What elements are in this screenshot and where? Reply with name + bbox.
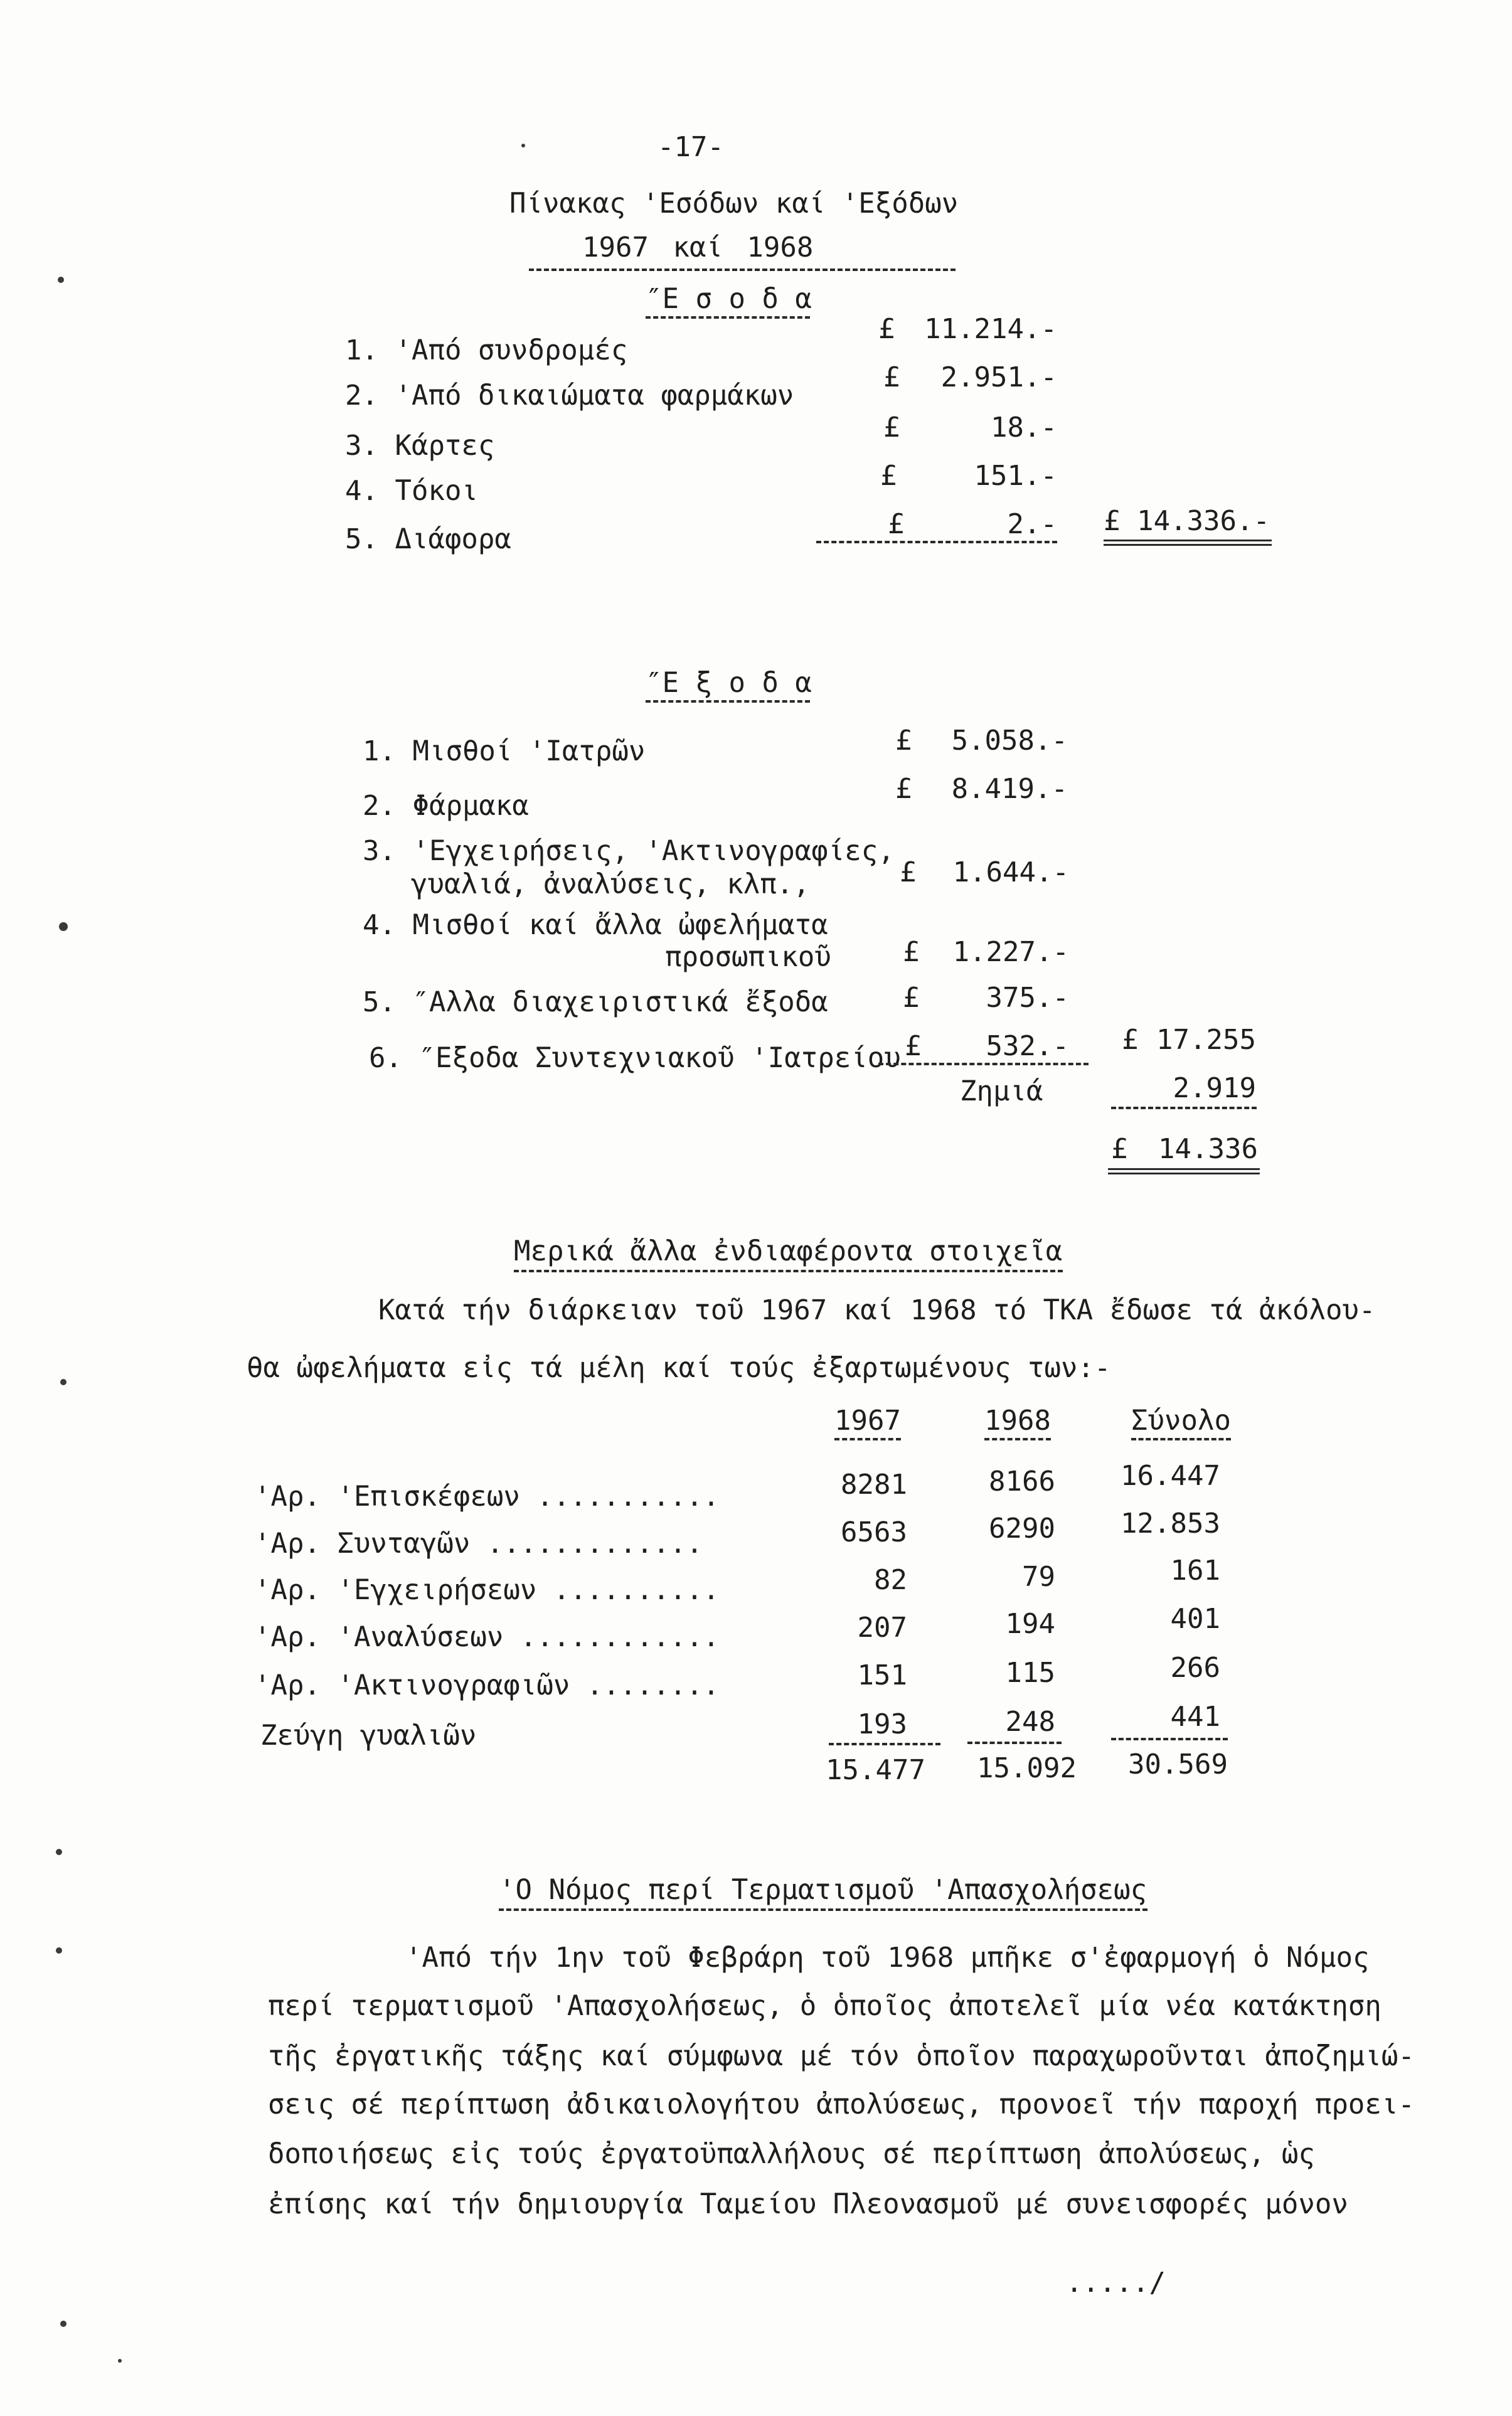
scan-speck [60, 2321, 67, 2327]
expense-item-label: 1. Μισθοί 'Ιατρῶν [363, 735, 646, 767]
expense-item-amount [903, 982, 1069, 1014]
income-items-underline [816, 541, 1057, 543]
table-cell: 194 [1005, 1608, 1055, 1640]
years-heading: 1967 καί 1968 [582, 231, 814, 263]
amount-value: 5.058.- [951, 725, 1068, 757]
table-total-cell: 15.477 [826, 1754, 925, 1786]
currency-sign: £ [905, 1030, 922, 1062]
expense-item-label: 4. Μισθοί καί ἄλλα ὠφελήματα [363, 909, 828, 941]
scan-speck [56, 1849, 62, 1855]
income-item-label: 4. Τόκοι [345, 475, 478, 507]
table-cell: 207 [857, 1612, 907, 1644]
table-cell: 6290 [989, 1513, 1055, 1545]
table-title: Πίνακας 'Εσόδων καί 'Εξόδων [509, 188, 959, 220]
table-cell: 8166 [989, 1466, 1055, 1498]
currency-sign: £ [1122, 1024, 1139, 1056]
amount-value: 18.- [991, 412, 1057, 444]
income-item-label: 2. 'Από δικαιώματα φαρμάκων [345, 380, 794, 412]
table-cell: 401 [1170, 1603, 1220, 1635]
section-heading-underline [514, 1270, 1063, 1272]
currency-sign: £ [895, 773, 912, 805]
column-header-underline [834, 1438, 901, 1440]
table-row-label: 'Αρ. 'Επισκέφεων ........... [254, 1481, 720, 1513]
loss-underline [1111, 1107, 1257, 1109]
income-item-label: 3. Κάρτες [345, 430, 495, 462]
amount-value: 14.336 [1158, 1133, 1258, 1165]
income-total [1104, 506, 1270, 537]
section-heading-law: 'Ο Νόμος περί Τερματισμοῦ 'Απασχολήσεως [499, 1874, 1147, 1906]
expense-item-label: 6. ″Εξοδα Συντεχνιακοῦ 'Ιατρείου [369, 1042, 901, 1074]
expense-item-amount [895, 725, 1068, 757]
table-cell: 6563 [841, 1516, 907, 1548]
amount-value: 532.- [986, 1030, 1069, 1062]
table-sum-underline [967, 1742, 1062, 1744]
currency-sign: £ [1104, 505, 1121, 537]
table-cell: 79 [1022, 1561, 1055, 1593]
table-column-header: 1968 [984, 1405, 1051, 1437]
currency-sign: £ [895, 725, 912, 757]
section-heading-underline [499, 1908, 1147, 1911]
table-cell: 161 [1170, 1555, 1220, 1587]
amount-value: 1.227.- [952, 936, 1069, 968]
currency-sign: £ [903, 936, 920, 968]
amount-value: 2.- [1007, 508, 1057, 540]
expense-item-amount [905, 1031, 1069, 1062]
table-column-header: 1967 [834, 1405, 901, 1437]
column-header-underline [1131, 1438, 1231, 1440]
income-item-amount [883, 362, 1057, 393]
loss-label: Ζημιά [960, 1075, 1043, 1107]
table-cell: 248 [1005, 1706, 1055, 1738]
expense-item-amount [895, 774, 1068, 805]
paragraph-line: σεις σέ περίπτωση ἀδικαιολογήτου ἀπολύσεως, προνοεῖ τήν παροχή προει- [268, 2089, 1415, 2121]
continuation-mark: ...../ [1066, 2267, 1166, 2299]
table-cell: 16.447 [1121, 1460, 1220, 1492]
income-item-amount [888, 509, 1057, 540]
income-heading-underline [646, 316, 810, 319]
currency-sign: £ [1111, 1133, 1128, 1165]
scan-speck [521, 144, 525, 147]
income-item-amount [878, 314, 1057, 345]
expense-item-amount [900, 857, 1069, 888]
page-number: -17- [658, 131, 724, 163]
expenses-heading-underline [646, 700, 810, 703]
expenses-total [1111, 1134, 1258, 1165]
paragraph-line: δοποιήσεως εἰς τούς ἐργατοϋπαλλήλους σέ περίπτωση ἀπολύσεως, ὡς [268, 2138, 1315, 2170]
expenses-total-double-underline [1108, 1168, 1260, 1174]
income-total-double-underline [1104, 540, 1272, 546]
table-cell: 193 [857, 1708, 907, 1740]
amount-value: 151.- [974, 460, 1057, 492]
expense-item-label-continued: προσωπικοῦ [665, 941, 831, 973]
table-cell: 8281 [841, 1469, 907, 1501]
amount-value: 2.951.- [940, 361, 1057, 393]
currency-sign: £ [878, 313, 895, 345]
table-cell: 115 [1005, 1657, 1055, 1689]
table-sum-underline [829, 1743, 940, 1745]
currency-sign: £ [900, 856, 917, 888]
table-cell: 82 [874, 1564, 907, 1596]
table-row-label: 'Αρ. 'Ακτινογραφιῶν ........ [254, 1669, 720, 1701]
paragraph-line: ἐπίσης καί τήν δημιουργία Ταμείου Πλεονασμοῦ μέ συνεισφορές μόνον [268, 2188, 1348, 2220]
currency-sign: £ [883, 412, 900, 444]
amount-value: 375.- [986, 982, 1069, 1014]
expense-item-amount [903, 937, 1069, 968]
income-heading: ″Ε σ ο δ α [646, 283, 812, 315]
years-underline [529, 269, 956, 271]
table-cell: 266 [1170, 1652, 1220, 1684]
currency-sign: £ [883, 361, 900, 393]
amount-value: 8.419.- [951, 773, 1068, 805]
amount-value: 14.336.- [1137, 505, 1270, 537]
table-row-label: 'Αρ. 'Αναλύσεων ............ [254, 1621, 720, 1653]
table-sum-underline [1111, 1738, 1228, 1740]
expense-item-label: 2. Φάρμακα [363, 790, 529, 822]
income-item-label: 5. Διάφορα [345, 523, 511, 555]
table-total-cell: 30.569 [1128, 1748, 1228, 1780]
scan-speck [60, 1379, 67, 1385]
scan-speck [59, 922, 68, 931]
scan-speck [58, 277, 64, 283]
income-item-label: 1. 'Από συνδρομές [345, 334, 628, 366]
loss-amount: 2.919 [1173, 1072, 1256, 1104]
expenses-heading: ″Ε ξ ο δ α [646, 667, 812, 699]
amount-value: 1.644.- [952, 856, 1069, 888]
table-total-cell: 15.092 [977, 1752, 1077, 1784]
column-header-underline [984, 1438, 1051, 1440]
expense-item-label: 3. 'Εγχειρήσεις, 'Ακτινογραφίες, [363, 835, 895, 867]
currency-sign: £ [880, 460, 897, 492]
currency-sign: £ [903, 982, 920, 1014]
expense-item-label: 5. ″Αλλα διαχειριστικά ἔξοδα [363, 986, 828, 1018]
table-cell: 12.853 [1121, 1508, 1220, 1540]
table-row-label: Ζεύγη γυαλιῶν [260, 1720, 477, 1752]
expenses-subtotal [1122, 1024, 1256, 1056]
currency-sign: £ [888, 508, 905, 540]
table-cell: 441 [1170, 1701, 1220, 1733]
paragraph-line: θα ὠφελήματα εἰς τά μέλη καί τούς ἐξαρτωμένους των:- [247, 1352, 1111, 1384]
amount-value: 17.255 [1156, 1024, 1256, 1056]
expense-item-label-continued: γυαλιά, ἀναλύσεις, κλπ., [411, 868, 810, 900]
income-item-amount [883, 412, 1057, 444]
section-heading-other-data: Μερικά ἄλλα ἐνδιαφέροντα στοιχεῖα [514, 1235, 1063, 1267]
table-column-header: Σύνολο [1131, 1405, 1231, 1437]
scan-speck [56, 1947, 62, 1954]
scan-speck [118, 2359, 122, 2363]
expense-items-underline [878, 1063, 1089, 1065]
amount-value: 11.214.- [924, 313, 1057, 345]
table-cell: 151 [857, 1659, 907, 1691]
table-row-label: 'Αρ. Συνταγῶν ............. [254, 1528, 703, 1560]
paragraph-line: τῆς ἐργατικῆς τάξης καί σύμφωνα μέ τόν ὁποῖον παραχωροῦνται ἀποζημιώ- [268, 2040, 1415, 2072]
income-item-amount [880, 460, 1057, 492]
table-row-label: 'Αρ. 'Εγχειρήσεων .......... [254, 1574, 720, 1606]
paragraph-line: Κατά τήν διάρκειαν τοῦ 1967 καί 1968 τό ΤΚΑ ἔδωσε τά ἀκόλου- [378, 1294, 1376, 1326]
paragraph-line: περί τερματισμοῦ 'Απασχολήσεως, ὁ ὁποῖος ἀποτελεῖ μία νέα κατάκτηση [268, 1990, 1382, 2022]
paragraph-line: 'Από τήν 1ην τοῦ Φεβράρη τοῦ 1968 μπῆκε σ'ἐφαρμογή ὁ Νόμος [405, 1942, 1370, 1974]
